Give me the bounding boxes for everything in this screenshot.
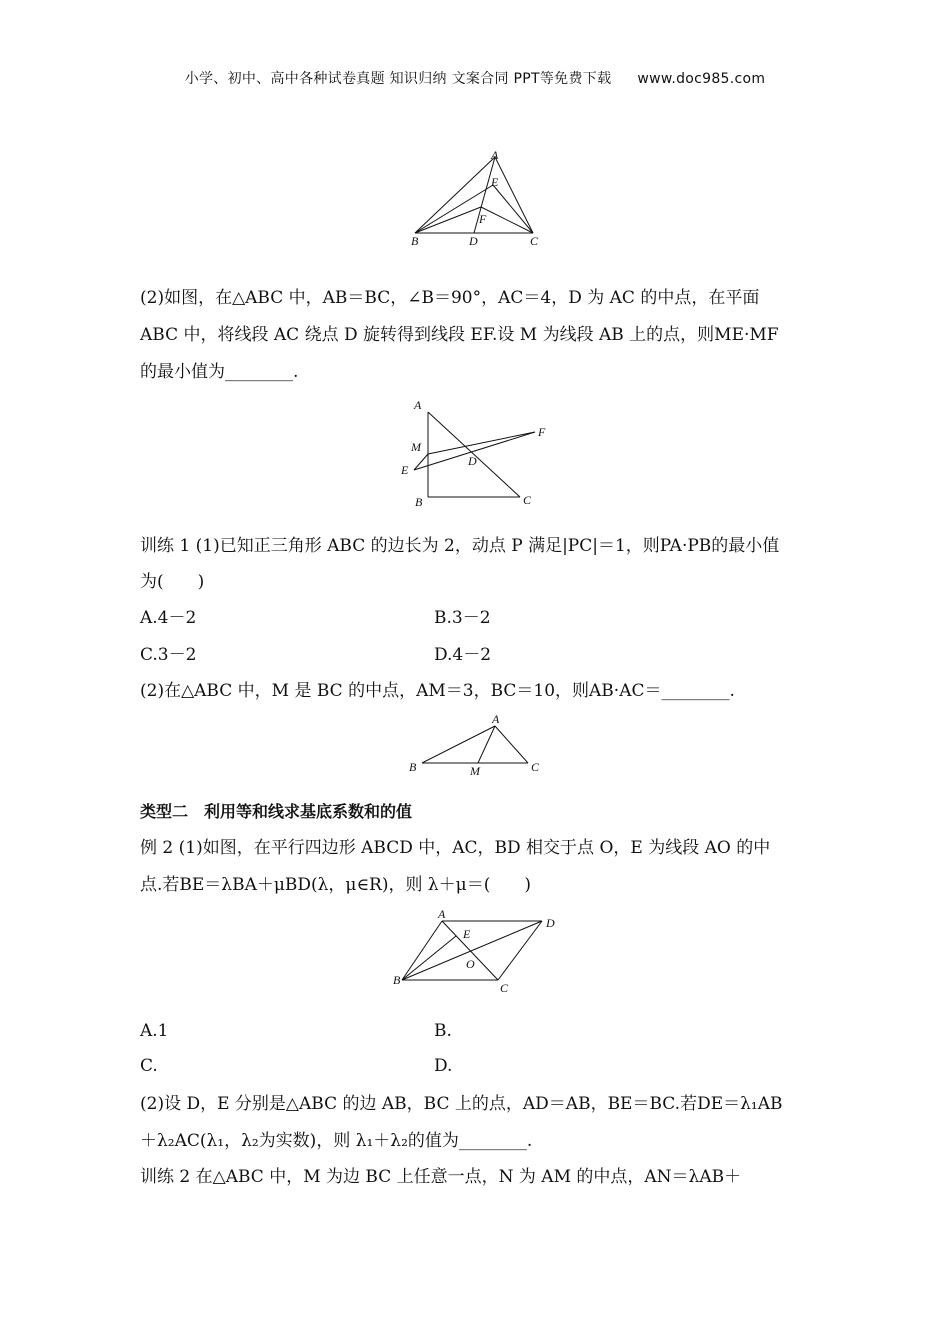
fig2-label-f: F — [538, 425, 546, 439]
fig2-label-m: M — [411, 440, 421, 454]
fig2-label-c: C — [523, 493, 532, 507]
fig1-label-c: C — [530, 234, 539, 248]
train1-option-d[interactable]: D.4－2 — [434, 645, 492, 665]
train1-line-2: 为( ) — [140, 572, 205, 592]
fig4-label-o: O — [466, 957, 475, 971]
example2-option-d[interactable]: D. — [434, 1056, 453, 1076]
fig4-label-c: C — [500, 981, 509, 995]
figure-3 — [400, 708, 550, 778]
fig4-label-d: D — [546, 916, 555, 930]
train1-q2: (2)在△ABC 中，M 是 BC 的中点，AM＝3，BC＝10，则AB·AC＝________. — [140, 681, 735, 701]
train1-line-1: 训练 1 (1)已知正三角形 ABC 的边长为 2，动点 P 满足|PC|＝1，则PA·PB的最小值 — [140, 536, 780, 556]
example2-q2-line-1: (2)设 D，E 分别是△ABC 的边 AB，BC 上的点，AD＝AB，BE＝BC.若DE＝λ₁AB — [140, 1094, 783, 1114]
fig3-label-a: A — [492, 712, 500, 726]
figure-4 — [385, 906, 565, 996]
fig1-label-e: E — [491, 175, 499, 189]
example2-line-2: 点.若BE＝λBA＋μBD(λ，μ∈R)，则 λ＋μ＝( ) — [140, 875, 531, 895]
example2-option-b[interactable]: B. — [434, 1021, 452, 1041]
fig3-label-b: B — [409, 760, 417, 774]
figure-1 — [405, 148, 555, 250]
page-header — [0, 68, 950, 88]
header-text: 小学、初中、高中各种试卷真题 知识归纳 文案合同 PPT等免费下载 — [184, 71, 612, 87]
example2-q2-line-2: ＋λ₂AC(λ₁，λ₂为实数)，则 λ₁＋λ₂的值为________. — [140, 1131, 533, 1151]
fig2-label-d: D — [468, 454, 477, 468]
train1-option-a[interactable]: A.4－2 — [140, 608, 197, 628]
fig2-label-e: E — [401, 463, 409, 477]
fig4-label-a: A — [438, 907, 446, 921]
fig1-label-a: A — [491, 148, 499, 162]
section-2-title: 类型二 利用等和线求基底系数和的值 — [140, 802, 413, 821]
example2-option-a[interactable]: A.1 — [140, 1021, 169, 1041]
train1-option-c[interactable]: C.3－2 — [140, 645, 197, 665]
fig3-label-m: M — [470, 764, 480, 778]
train1-option-b[interactable]: B.3－2 — [434, 608, 491, 628]
q2-line-2: ABC 中，将线段 AC 绕点 D 旋转得到线段 EF.设 M 为线段 AB 上的点，则ME·MF — [140, 325, 779, 345]
example2-option-c[interactable]: C. — [140, 1056, 158, 1076]
header-url[interactable]: www.doc985.com — [637, 71, 766, 87]
fig1-label-b: B — [411, 234, 419, 248]
fig1-label-f: F — [479, 212, 487, 226]
fig1-label-d: D — [469, 234, 478, 248]
figure-2 — [395, 394, 565, 510]
fig4-label-e: E — [463, 927, 471, 941]
fig3-label-c: C — [531, 760, 540, 774]
q2-line-1: (2)如图，在△ABC 中，AB＝BC，∠B＝90°，AC＝4，D 为 AC 的中点，在平面 — [140, 288, 760, 308]
example2-line-1: 例 2 (1)如图，在平行四边形 ABCD 中，AC，BD 相交于点 O，E 为线段 AO 的中 — [140, 838, 771, 858]
fig2-label-a: A — [414, 398, 422, 412]
fig4-label-b: B — [393, 973, 401, 987]
fig2-label-b: B — [415, 495, 423, 509]
train2-line-1: 训练 2 在△ABC 中，M 为边 BC 上任意一点，N 为 AM 的中点，AN＝λAB＋ — [140, 1167, 742, 1187]
q2-line-3: 的最小值为________. — [140, 362, 299, 382]
